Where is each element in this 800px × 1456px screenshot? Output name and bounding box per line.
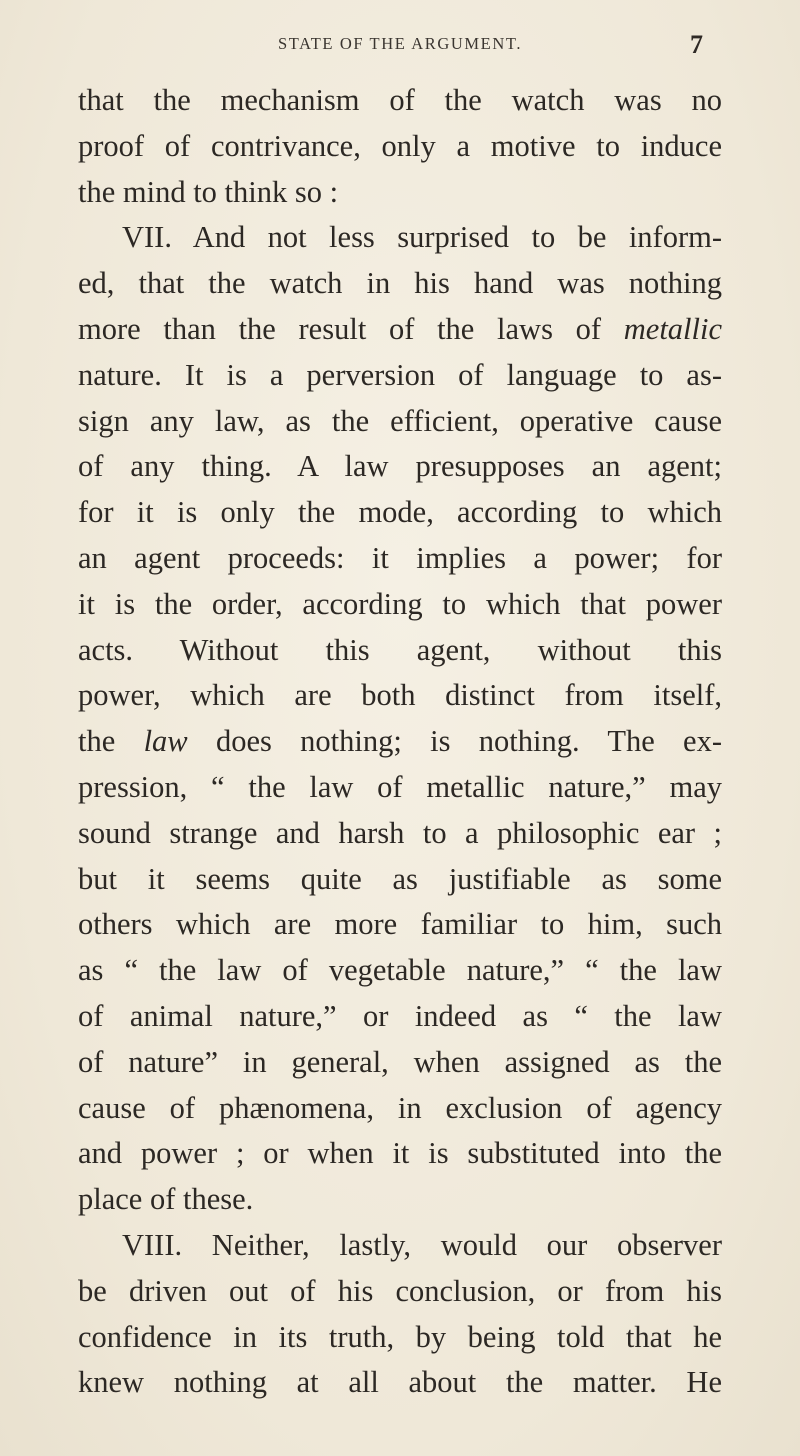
text-line (78, 582, 722, 628)
text-line (78, 1177, 722, 1223)
text-line (78, 1223, 722, 1269)
text-line (78, 170, 722, 216)
text-segment: of any thing. A law presupposes an agent; (78, 449, 722, 484)
text-line (78, 124, 722, 170)
page-number: 7 (690, 30, 703, 59)
text-segment: others which are more familiar to him, such (78, 907, 722, 942)
text-line (78, 719, 722, 765)
text-segment: that the mechanism of the watch was no (78, 83, 722, 117)
body-text (78, 78, 722, 1406)
text-segment: of nature” in general, when assigned as the (78, 1044, 722, 1079)
text-segment: as “ the law of vegetable nature,” “ the law (78, 953, 722, 988)
text-segment: power, which are both distinct from itself, (78, 678, 722, 713)
text-line (78, 628, 722, 674)
text-segment: the mind to think so : (78, 174, 339, 209)
text-line (78, 811, 722, 857)
text-line (78, 78, 722, 124)
text-segment: sign any law, as the efficient, operative cause (78, 403, 722, 438)
text-segment: it is the order, according to which that power (78, 586, 722, 621)
text-line (78, 1131, 722, 1177)
text-line (78, 399, 722, 445)
text-line (78, 948, 722, 994)
text-line (78, 444, 722, 490)
text-segment: sound strange and harsh to a philosophic ear ; (78, 815, 722, 850)
text-segment: proof of contrivance, only a motive to induce (78, 128, 722, 163)
text-line (78, 536, 722, 582)
text-line (78, 994, 722, 1040)
text-segment: an agent proceeds: it implies a power; for (78, 540, 722, 575)
text-line (78, 1269, 722, 1315)
text-segment: ed, that the watch in his hand was nothing (78, 266, 722, 301)
text-segment: and power ; or when it is substituted into the (78, 1136, 722, 1171)
text-line (78, 1040, 722, 1086)
text-line (78, 261, 722, 307)
text-segment: knew nothing at all about the matter. He (78, 1365, 722, 1400)
text-segment: confidence in its truth, by being told that he (78, 1319, 722, 1354)
text-segment: pression, “ the law of metallic nature,” may (78, 769, 722, 804)
text-segment: VIII. Neither, lastly, would our observer (122, 1227, 722, 1262)
text-segment: VII. And not less surprised to be inform- (122, 220, 722, 255)
text-line (78, 857, 722, 903)
text-segment: for it is only the mode, according to which (78, 495, 722, 530)
text-segment: be driven out of his conclusion, or from his (78, 1273, 722, 1308)
text-segment: nature. It is a perversion of language to as- (78, 357, 722, 392)
text-segment: of animal nature,” or indeed as “ the law (78, 998, 722, 1033)
italic-text: metallic (623, 311, 722, 346)
text-line (78, 765, 722, 811)
page-header (0, 30, 800, 60)
text-line (78, 1360, 722, 1406)
text-segment: but it seems quite as justifiable as some (78, 861, 722, 896)
text-segment: cause of phænomena, in exclusion of agency (78, 1090, 722, 1125)
text-line (78, 215, 722, 261)
running-head: STATE OF THE ARGUMENT. (277, 34, 523, 53)
text-segment: does nothing; is nothing. The ex- (187, 724, 722, 759)
text-line (78, 1086, 722, 1132)
text-segment: acts. Without this agent, without this (78, 632, 722, 667)
text-line (78, 307, 722, 353)
text-line (78, 353, 722, 399)
text-segment: place of these. (78, 1182, 254, 1217)
text-line (78, 490, 722, 536)
text-line (78, 673, 722, 719)
text-segment: the (78, 724, 144, 759)
text-line (78, 902, 722, 948)
text-line (78, 1315, 722, 1361)
italic-text: law (143, 724, 188, 759)
text-segment: more than the result of the laws of (78, 311, 624, 346)
